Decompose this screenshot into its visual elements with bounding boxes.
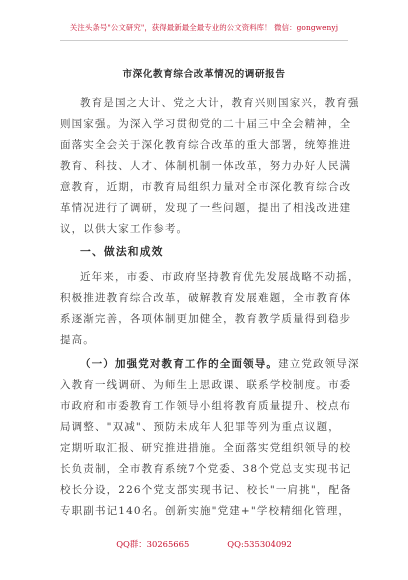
intro-line: 则国家强。为深入学习贯彻党的二十届三中全会精神，全 <box>60 118 352 130</box>
subsection-line: 局调整、"双减"、预防未成年人犯罪等列为重点议题， <box>60 421 340 433</box>
footer-qq: QQ:535304092 <box>227 539 292 549</box>
intro-line: 教育是国之大计、党之大计，教育兴则国家兴，教育强 <box>80 97 360 109</box>
section-line: 提高。 <box>60 334 95 346</box>
subsection-line: 定期听取汇报、研究推进措施。全面落实党组织领导的校 <box>60 442 352 454</box>
subsection-line: 入教育一线调研、为师生上思政课、联系学校制度。市委 <box>60 379 352 391</box>
section-line: 系逐渐完善，各项体制更加健全，教育教学质量得到稳步 <box>60 313 352 325</box>
intro-line: 意教育，近期，市教育局组织力量对全市深化教育综合改 <box>60 181 352 193</box>
subsection-first-line <box>80 357 360 371</box>
subsection-line: 校长分设，226个党支部实现书记、校长"一肩挑"，配备 <box>60 484 352 496</box>
intro-line: 面落实全会关于深化教育综合改革的重大部署，统筹推进 <box>60 139 352 151</box>
section-line: 积极推进教育综合改革，破解教育发展难题，全市教育体 <box>60 292 352 304</box>
intro-line: 革情况进行了调研，发现了一些问题，提出了相浅改进建 <box>60 202 352 214</box>
subsection-line: 长负责制，全市教育系统7个党委、38个党总支实现书记 <box>60 463 352 475</box>
intro-line: 教育、科技、人才、体制机制一体改革，努力办好人民满 <box>60 160 352 172</box>
intro-line: 议，以供大家工作参考。 <box>60 223 189 235</box>
header-divider <box>60 40 348 41</box>
footer-contact <box>0 538 408 550</box>
subsection-line: 市政府和市委教育工作领导小组将教育质量提升、校点布 <box>60 400 352 412</box>
header-banner: 关注头条号"公文研究"，获得最新最全最专业的公文资料库！ 微信：gongwenyj <box>69 23 339 32</box>
footer-qq-group: QQ群：30265665 <box>116 539 190 549</box>
section-heading: 一、做法和成效 <box>80 245 164 258</box>
section-line: 近年来，市委、市政府坚持教育优先发展战略不动摇， <box>80 271 360 283</box>
subsection-heading: （一）加强党对教育工作的全面领导。 <box>80 358 279 370</box>
document-title: 市深化教育综合改革情况的调研报告 <box>122 69 286 80</box>
subsection-line: 专职副书记140名。创新实施"党建+"学校精细化管理， <box>60 505 351 517</box>
subsection-text: 建立党政领导深 <box>278 358 360 370</box>
